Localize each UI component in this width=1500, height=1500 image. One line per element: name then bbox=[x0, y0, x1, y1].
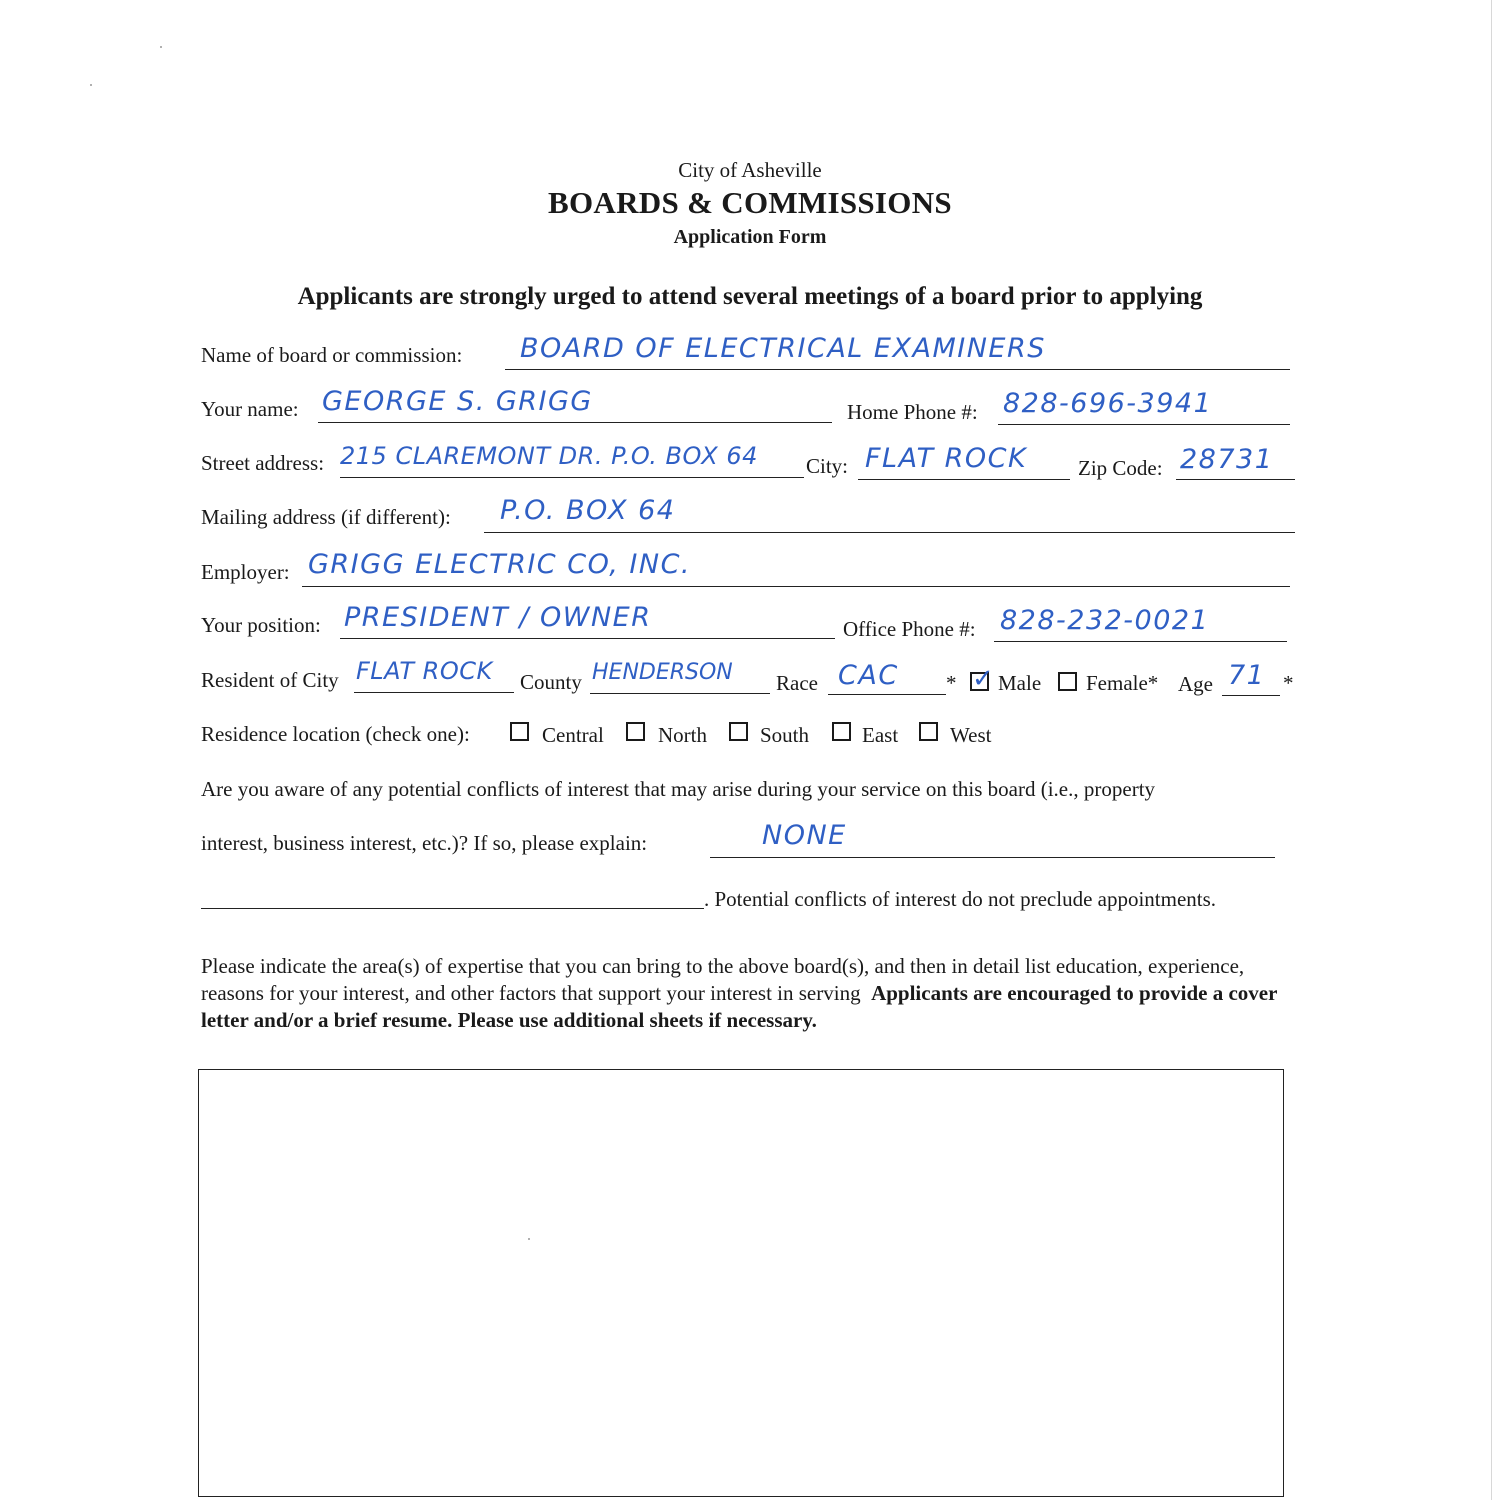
race-asterisk: * bbox=[946, 671, 957, 695]
age-line bbox=[1222, 695, 1280, 696]
scan-speck bbox=[160, 46, 162, 48]
board-field[interactable]: BOARD OF ELECTRICAL EXAMINERS bbox=[520, 333, 1046, 364]
city-name: City of Asheville bbox=[678, 158, 822, 182]
position-line bbox=[340, 638, 835, 639]
county-line bbox=[590, 693, 770, 694]
expertise-textarea[interactable] bbox=[198, 1069, 1284, 1497]
employer-line bbox=[302, 586, 1290, 587]
city-field[interactable]: FLAT ROCK bbox=[865, 443, 1028, 474]
form-subtitle: Application Form bbox=[673, 226, 827, 248]
age-label: Age bbox=[1178, 672, 1213, 696]
city-line bbox=[858, 479, 1070, 480]
mailing-label: Mailing address (if different): bbox=[201, 505, 451, 529]
west-label: West bbox=[950, 723, 992, 747]
male-label: Male bbox=[998, 671, 1042, 695]
county-field[interactable]: HENDERSON bbox=[592, 660, 733, 685]
scan-speck bbox=[90, 84, 92, 86]
west-checkbox[interactable] bbox=[919, 722, 938, 741]
name-field[interactable]: GEORGE S. GRIGG bbox=[322, 386, 593, 417]
home-phone-label: Home Phone #: bbox=[847, 400, 978, 424]
race-label: Race bbox=[776, 671, 818, 695]
zip-field[interactable]: 28731 bbox=[1180, 444, 1274, 475]
south-label: South bbox=[760, 723, 810, 747]
street-line bbox=[340, 477, 804, 478]
east-checkbox[interactable] bbox=[832, 722, 851, 741]
resident-line bbox=[354, 692, 514, 693]
conflicts-question: Are you aware of any potential conflicts of interest that may arise during your service on this board (i.e., property bbox=[201, 777, 1156, 801]
city-label: City: bbox=[806, 454, 849, 478]
south-checkbox[interactable] bbox=[729, 722, 748, 741]
mailing-line bbox=[484, 532, 1295, 533]
name-label: Your name: bbox=[201, 397, 299, 421]
expertise-text: Please indicate the area(s) of expertise that you can bring to the above board(s), and then in detail list education, experience, reasons for your interest, and other factors that support your interest in serving bbox=[201, 954, 1245, 1005]
central-label: Central bbox=[542, 723, 604, 747]
resident-label: Resident of City bbox=[201, 668, 339, 692]
race-line bbox=[828, 694, 946, 695]
county-label: County bbox=[520, 670, 582, 694]
page-edge bbox=[1491, 0, 1492, 1500]
board-label: Name of board or commission: bbox=[201, 343, 463, 367]
age-field[interactable]: 71 bbox=[1228, 660, 1266, 691]
employer-field[interactable]: GRIGG ELECTRIC CO, INC. bbox=[308, 549, 692, 580]
position-label: Your position: bbox=[201, 613, 321, 637]
board-line bbox=[505, 369, 1290, 370]
male-checkbox[interactable] bbox=[970, 664, 994, 694]
home-phone-field[interactable]: 828-696-3941 bbox=[1003, 388, 1213, 419]
office-phone-line bbox=[994, 641, 1287, 642]
home-phone-line bbox=[998, 424, 1290, 425]
checkmark-icon: ✓ bbox=[972, 664, 994, 694]
east-label: East bbox=[862, 723, 899, 747]
zip-label: Zip Code: bbox=[1078, 456, 1163, 480]
office-phone-field[interactable]: 828-232-0021 bbox=[1000, 605, 1210, 636]
expertise-instructions bbox=[201, 953, 1281, 1034]
conflicts-explain-label: interest, business interest, etc.)? If so, please explain: bbox=[201, 831, 648, 855]
form-title: BOARDS & COMMISSIONS bbox=[548, 185, 952, 220]
central-checkbox[interactable] bbox=[510, 722, 529, 741]
female-checkbox[interactable] bbox=[1058, 672, 1077, 691]
mailing-field[interactable]: P.O. BOX 64 bbox=[500, 495, 676, 526]
street-field[interactable]: 215 CLAREMONT DR. P.O. BOX 64 bbox=[340, 442, 758, 470]
female-label: Female* bbox=[1086, 671, 1159, 695]
conflicts-line-2[interactable] bbox=[201, 908, 704, 909]
conflicts-field[interactable]: NONE bbox=[762, 820, 847, 851]
conflicts-line bbox=[710, 857, 1275, 858]
position-field[interactable]: PRESIDENT / OWNER bbox=[344, 602, 652, 633]
office-phone-label: Office Phone #: bbox=[843, 617, 976, 641]
age-asterisk: * bbox=[1283, 671, 1294, 695]
street-label: Street address: bbox=[201, 451, 325, 475]
north-label: North bbox=[658, 723, 707, 747]
resident-field[interactable]: FLAT ROCK bbox=[356, 657, 493, 685]
name-line bbox=[318, 422, 832, 423]
applicant-notice: Applicants are strongly urged to attend several meetings of a board prior to applying bbox=[297, 283, 1203, 310]
residence-label: Residence location (check one): bbox=[201, 722, 470, 746]
expertise-bold-text: Applicants are encouraged to provide a cover letter and/or a brief resume. Please use additional sheets if necessary. bbox=[201, 981, 1278, 1032]
race-field[interactable]: CAC bbox=[838, 660, 899, 691]
employer-label: Employer: bbox=[201, 560, 290, 584]
north-checkbox[interactable] bbox=[626, 722, 645, 741]
conflicts-note: . Potential conflicts of interest do not preclude appointments. bbox=[704, 887, 1217, 911]
zip-line bbox=[1176, 479, 1295, 480]
